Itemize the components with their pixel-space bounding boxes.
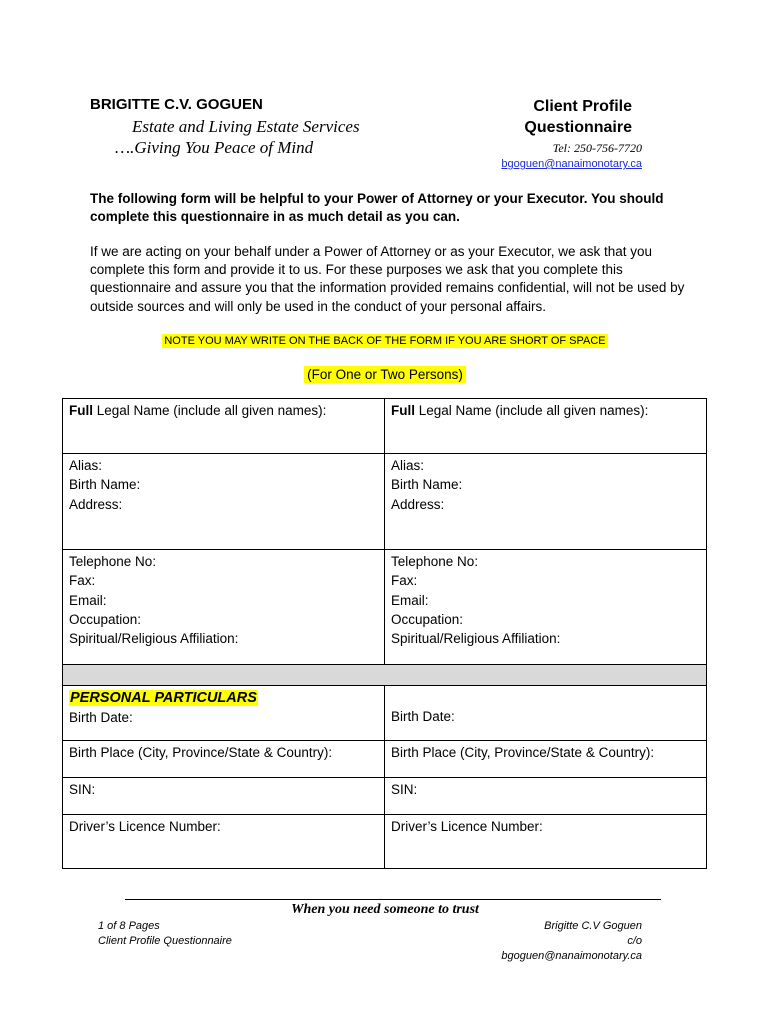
person1-birth-place-cell[interactable]: [63, 741, 385, 778]
document-title-line2: Questionnaire: [524, 119, 632, 136]
person1-legal-name-cell[interactable]: [63, 399, 385, 454]
footer-co: c/o: [627, 935, 642, 947]
alias-label: Alias:: [391, 458, 425, 473]
birth-place-label: Birth Place (City, Province/State & Country):: [391, 745, 655, 760]
form-row-birth-date: [63, 686, 707, 741]
persons-label: (For One or Two Persons): [304, 366, 466, 383]
birth-date-label: Birth Date:: [69, 710, 133, 726]
person2-legal-name-cell[interactable]: [385, 399, 707, 454]
persons-line: [0, 366, 770, 384]
address-label: Address:: [391, 496, 445, 512]
form-row-licence: [63, 815, 707, 869]
person1-contact-cell[interactable]: [63, 550, 385, 665]
footer-left: [98, 919, 232, 949]
footer-right: [501, 919, 642, 964]
tagline: ….Giving You Peace of Mind: [115, 138, 314, 157]
sin-label: SIN:: [391, 782, 418, 797]
footer-motto: When you need someone to trust: [291, 902, 479, 917]
birth-place-label: Birth Place (City, Province/State & Country):: [69, 745, 333, 760]
author-name: BRIGITTE C.V. GOGUEN: [90, 96, 263, 113]
sin-label: SIN:: [69, 782, 96, 797]
form-row-legal-name: [63, 399, 707, 454]
person1-licence-cell[interactable]: [63, 815, 385, 869]
note-line: [0, 331, 770, 349]
occupation-label: Occupation:: [69, 611, 142, 627]
footer-signer: Brigitte C.V Goguen: [544, 920, 642, 932]
full-label: Full: [69, 403, 93, 418]
footer-email: bgoguen@nanaimonotary.ca: [501, 950, 642, 962]
header-email-link[interactable]: bgoguen@nanaimonotary.ca: [501, 158, 642, 170]
legal-name-label: Legal Name (include all given names):: [93, 403, 327, 418]
section-separator: [63, 665, 707, 686]
footer-document-name: Client Profile Questionnaire: [98, 935, 232, 947]
form-row-alias: [63, 454, 707, 550]
licence-label: Driver’s Licence Number:: [391, 819, 543, 834]
legal-name-label: Legal Name (include all given names):: [415, 403, 649, 418]
telephone-label: Telephone No:: [69, 554, 157, 569]
person2-alias-cell[interactable]: [385, 454, 707, 550]
email-label: Email:: [391, 592, 429, 608]
person2-licence-cell[interactable]: [385, 815, 707, 869]
form-row-separator: [63, 665, 707, 686]
person2-birth-place-cell[interactable]: [385, 741, 707, 778]
person2-birth-date-cell[interactable]: [385, 686, 707, 741]
header-telephone: Tel: 250-756-7720: [552, 141, 642, 155]
intro-bold-text: The following form will be helpful to your Power of Attorney or your Executor. You should complete this questionnaire in as much detail as you can.: [90, 191, 664, 224]
services-subtitle: Estate and Living Estate Services: [132, 117, 360, 136]
person1-birth-date-cell[interactable]: [63, 686, 385, 741]
telephone-label: Telephone No:: [391, 554, 479, 569]
space-note: NOTE YOU MAY WRITE ON THE BACK OF THE FORM IF YOU ARE SHORT OF SPACE: [164, 335, 606, 347]
page-count: 1 of 8 Pages: [98, 920, 160, 932]
birth-date-label: Birth Date:: [391, 709, 455, 725]
address-label: Address:: [69, 496, 123, 512]
form-row-contact: [63, 550, 707, 665]
person1-sin-cell[interactable]: [63, 778, 385, 815]
fax-label: Fax:: [69, 573, 96, 589]
person2-sin-cell[interactable]: [385, 778, 707, 815]
section-heading-personal: PERSONAL PARTICULARS: [70, 690, 257, 706]
email-label: Email:: [69, 592, 107, 608]
religion-label: Spiritual/Religious Affiliation:: [69, 631, 239, 647]
occupation-label: Occupation:: [391, 611, 464, 627]
form-row-birth-place: [63, 741, 707, 778]
person1-alias-cell[interactable]: [63, 454, 385, 550]
licence-label: Driver’s Licence Number:: [69, 819, 221, 834]
religion-label: Spiritual/Religious Affiliation:: [391, 631, 561, 647]
birth-name-label: Birth Name:: [69, 477, 141, 493]
full-label: Full: [391, 403, 415, 418]
birth-name-label: Birth Name:: [391, 477, 463, 493]
footer-rule: [125, 899, 661, 900]
person2-contact-cell[interactable]: [385, 550, 707, 665]
intro-paragraph: If we are acting on your behalf under a Power of Attorney or as your Executor, we ask that you complete this form and provide it to us. For these purposes we ask that you complete this questionnaire and assure you that the information provided remains confidential, will not be used by outside sources and will only be used in the conduct of your personal affairs.: [90, 244, 685, 314]
fax-label: Fax:: [391, 573, 418, 589]
document-title: [432, 96, 632, 138]
document-title-line1: Client Profile: [533, 98, 632, 115]
alias-label: Alias:: [69, 458, 103, 473]
form-row-sin: [63, 778, 707, 815]
client-profile-form: [62, 398, 707, 869]
